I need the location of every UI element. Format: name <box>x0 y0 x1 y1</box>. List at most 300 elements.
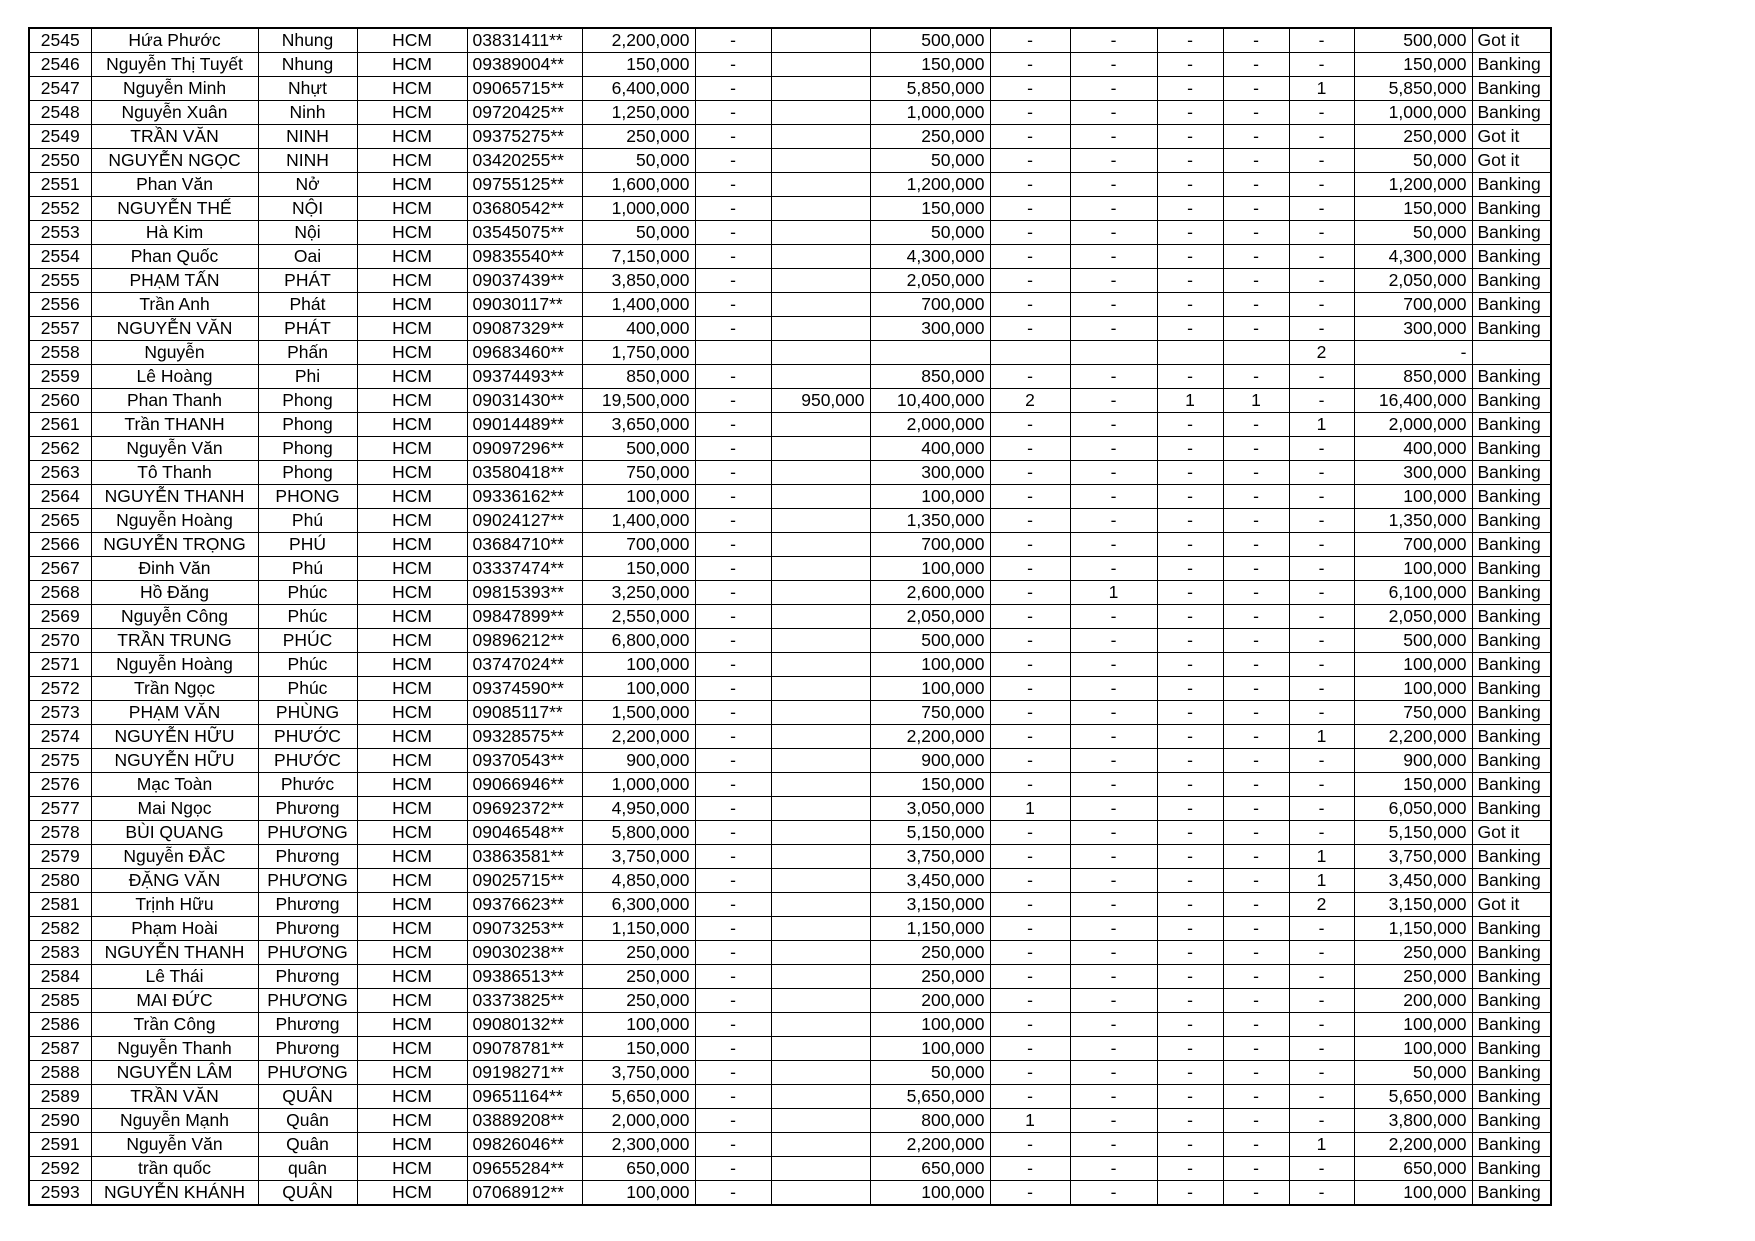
cell-amount: 3,750,000 <box>582 845 695 869</box>
cell-total: 5,150,000 <box>1354 821 1472 845</box>
data-table <box>28 27 1552 1206</box>
cell-col-g: - <box>695 485 771 509</box>
cell-count-3: - <box>1157 1013 1223 1037</box>
cell-total: 6,100,000 <box>1354 581 1472 605</box>
table-body <box>29 28 1551 1205</box>
cell-amount-2: 100,000 <box>870 485 990 509</box>
cell-first-name: TRẦN TRUNG <box>91 629 258 653</box>
cell-col-h <box>771 821 870 845</box>
cell-count-3 <box>1157 341 1223 365</box>
cell-count-3: - <box>1157 269 1223 293</box>
cell-count-4: - <box>1223 509 1289 533</box>
cell-amount: 100,000 <box>582 1181 695 1206</box>
cell-city: HCM <box>357 989 467 1013</box>
cell-amount-2: 1,000,000 <box>870 101 990 125</box>
cell-amount-2: 100,000 <box>870 557 990 581</box>
cell-amount-2: 150,000 <box>870 53 990 77</box>
cell-city: HCM <box>357 461 467 485</box>
cell-amount-2: 400,000 <box>870 437 990 461</box>
cell-col-g: - <box>695 437 771 461</box>
cell-total: 750,000 <box>1354 701 1472 725</box>
cell-count-1: 2 <box>990 389 1070 413</box>
cell-phone: 03680542** <box>467 197 582 221</box>
cell-city: HCM <box>357 893 467 917</box>
cell-amount-2: 100,000 <box>870 677 990 701</box>
cell-first-name: Phan Quốc <box>91 245 258 269</box>
cell-total: 100,000 <box>1354 653 1472 677</box>
cell-last-name: PHƯỚC <box>258 749 357 773</box>
cell-id: 2587 <box>29 1037 91 1061</box>
cell-count-5: 2 <box>1289 893 1354 917</box>
cell-count-1: - <box>990 365 1070 389</box>
cell-phone: 03545075** <box>467 221 582 245</box>
cell-count-3: - <box>1157 605 1223 629</box>
cell-count-2: - <box>1070 1085 1157 1109</box>
cell-amount-2: 500,000 <box>870 28 990 53</box>
cell-count-5: - <box>1289 533 1354 557</box>
cell-col-h <box>771 581 870 605</box>
cell-amount-2: 3,750,000 <box>870 845 990 869</box>
cell-count-5: - <box>1289 437 1354 461</box>
cell-method: Banking <box>1472 317 1551 341</box>
cell-method <box>1472 341 1551 365</box>
cell-col-h <box>771 557 870 581</box>
cell-count-5: 1 <box>1289 413 1354 437</box>
cell-total: 900,000 <box>1354 749 1472 773</box>
cell-amount-2: 2,600,000 <box>870 581 990 605</box>
table-row <box>29 941 1551 965</box>
cell-city: HCM <box>357 413 467 437</box>
cell-col-h <box>771 437 870 461</box>
cell-count-1: - <box>990 149 1070 173</box>
cell-count-1: - <box>990 485 1070 509</box>
cell-count-5: - <box>1289 1085 1354 1109</box>
cell-count-1: - <box>990 1061 1070 1085</box>
cell-count-4: - <box>1223 773 1289 797</box>
cell-count-5: - <box>1289 101 1354 125</box>
cell-count-3: - <box>1157 221 1223 245</box>
cell-col-h <box>771 413 870 437</box>
cell-count-2: - <box>1070 389 1157 413</box>
cell-count-5: - <box>1289 509 1354 533</box>
cell-phone: 09097296** <box>467 437 582 461</box>
cell-last-name: Phương <box>258 797 357 821</box>
cell-first-name: NGUYỄN THẾ <box>91 197 258 221</box>
cell-amount-2: 800,000 <box>870 1109 990 1133</box>
cell-col-g: - <box>695 101 771 125</box>
cell-count-3: - <box>1157 437 1223 461</box>
cell-id: 2592 <box>29 1157 91 1181</box>
cell-last-name: quân <box>258 1157 357 1181</box>
cell-id: 2573 <box>29 701 91 725</box>
cell-count-2: - <box>1070 509 1157 533</box>
cell-city: HCM <box>357 269 467 293</box>
cell-city: HCM <box>357 1013 467 1037</box>
cell-col-h <box>771 677 870 701</box>
cell-last-name: Phi <box>258 365 357 389</box>
cell-count-4: - <box>1223 749 1289 773</box>
cell-count-2: - <box>1070 917 1157 941</box>
cell-phone: 09046548** <box>467 821 582 845</box>
cell-method: Banking <box>1472 173 1551 197</box>
cell-amount: 3,650,000 <box>582 413 695 437</box>
cell-amount: 3,850,000 <box>582 269 695 293</box>
cell-first-name: Hồ Đăng <box>91 581 258 605</box>
cell-count-1: - <box>990 773 1070 797</box>
cell-col-h: 950,000 <box>771 389 870 413</box>
cell-count-1: - <box>990 461 1070 485</box>
cell-last-name: NINH <box>258 149 357 173</box>
cell-last-name: PHÙNG <box>258 701 357 725</box>
cell-count-4: - <box>1223 989 1289 1013</box>
cell-count-5: - <box>1289 941 1354 965</box>
cell-phone: 03420255** <box>467 149 582 173</box>
cell-last-name: NINH <box>258 125 357 149</box>
cell-last-name: Oai <box>258 245 357 269</box>
cell-count-5: - <box>1289 701 1354 725</box>
cell-method: Banking <box>1472 1181 1551 1206</box>
cell-count-2: - <box>1070 1157 1157 1181</box>
cell-amount-2: 500,000 <box>870 629 990 653</box>
cell-method: Got it <box>1472 28 1551 53</box>
cell-col-h <box>771 1085 870 1109</box>
cell-count-2: - <box>1070 28 1157 53</box>
cell-col-h <box>771 221 870 245</box>
cell-phone: 09692372** <box>467 797 582 821</box>
cell-count-3: - <box>1157 149 1223 173</box>
cell-count-3: - <box>1157 725 1223 749</box>
cell-amount-2: 5,650,000 <box>870 1085 990 1109</box>
cell-last-name: Phương <box>258 845 357 869</box>
cell-amount-2: 3,050,000 <box>870 797 990 821</box>
cell-total: 100,000 <box>1354 1037 1472 1061</box>
cell-count-3: - <box>1157 869 1223 893</box>
cell-count-5: 1 <box>1289 1133 1354 1157</box>
cell-count-3: - <box>1157 101 1223 125</box>
cell-amount: 1,400,000 <box>582 509 695 533</box>
cell-city: HCM <box>357 653 467 677</box>
cell-amount-2: 100,000 <box>870 1181 990 1206</box>
cell-method: Banking <box>1472 1109 1551 1133</box>
cell-id: 2593 <box>29 1181 91 1206</box>
cell-amount: 900,000 <box>582 749 695 773</box>
cell-count-3: - <box>1157 1085 1223 1109</box>
cell-amount: 6,400,000 <box>582 77 695 101</box>
cell-id: 2589 <box>29 1085 91 1109</box>
cell-method: Banking <box>1472 461 1551 485</box>
cell-amount: 1,750,000 <box>582 341 695 365</box>
cell-first-name: Lê Thái <box>91 965 258 989</box>
cell-method: Banking <box>1472 869 1551 893</box>
cell-first-name: Trần Ngọc <box>91 677 258 701</box>
cell-last-name: Phương <box>258 965 357 989</box>
table-row <box>29 389 1551 413</box>
cell-count-5: - <box>1289 917 1354 941</box>
cell-id: 2579 <box>29 845 91 869</box>
table-row <box>29 701 1551 725</box>
cell-count-3: - <box>1157 125 1223 149</box>
cell-first-name: Trịnh Hữu <box>91 893 258 917</box>
cell-count-4: - <box>1223 533 1289 557</box>
cell-city: HCM <box>357 509 467 533</box>
cell-first-name: NGUYỄN HỮU <box>91 749 258 773</box>
cell-count-4: - <box>1223 677 1289 701</box>
cell-count-1: - <box>990 413 1070 437</box>
cell-col-g: - <box>695 77 771 101</box>
cell-count-1: - <box>990 1181 1070 1206</box>
cell-col-h <box>771 1181 870 1206</box>
cell-count-5: - <box>1289 965 1354 989</box>
cell-city: HCM <box>357 749 467 773</box>
cell-col-h <box>771 341 870 365</box>
table-row <box>29 677 1551 701</box>
table-row <box>29 581 1551 605</box>
cell-amount: 100,000 <box>582 485 695 509</box>
cell-count-5: - <box>1289 197 1354 221</box>
cell-total: 3,750,000 <box>1354 845 1472 869</box>
cell-phone: 03337474** <box>467 557 582 581</box>
cell-count-3: - <box>1157 365 1223 389</box>
cell-count-5: - <box>1289 317 1354 341</box>
cell-id: 2575 <box>29 749 91 773</box>
cell-total: 100,000 <box>1354 677 1472 701</box>
cell-id: 2566 <box>29 533 91 557</box>
cell-total: 50,000 <box>1354 1061 1472 1085</box>
cell-count-5: - <box>1289 173 1354 197</box>
cell-phone: 09066946** <box>467 773 582 797</box>
cell-count-2: - <box>1070 149 1157 173</box>
cell-method: Banking <box>1472 485 1551 509</box>
cell-first-name: Nguyễn ĐẮC <box>91 845 258 869</box>
cell-count-3: - <box>1157 197 1223 221</box>
cell-method: Banking <box>1472 1013 1551 1037</box>
cell-count-1: 1 <box>990 1109 1070 1133</box>
cell-first-name: Trần THANH <box>91 413 258 437</box>
cell-col-g: - <box>695 245 771 269</box>
cell-total: 300,000 <box>1354 317 1472 341</box>
cell-phone: 09374493** <box>467 365 582 389</box>
table-row <box>29 197 1551 221</box>
cell-col-h <box>771 1157 870 1181</box>
cell-amount-2: 650,000 <box>870 1157 990 1181</box>
table-row <box>29 845 1551 869</box>
cell-amount: 50,000 <box>582 149 695 173</box>
cell-first-name: NGUYỄN KHÁNH <box>91 1181 258 1206</box>
cell-last-name: Nhung <box>258 28 357 53</box>
cell-phone: 03373825** <box>467 989 582 1013</box>
cell-total: 50,000 <box>1354 221 1472 245</box>
cell-count-3: - <box>1157 1157 1223 1181</box>
cell-amount: 5,650,000 <box>582 1085 695 1109</box>
cell-city: HCM <box>357 941 467 965</box>
cell-city: HCM <box>357 533 467 557</box>
cell-amount-2: 2,050,000 <box>870 605 990 629</box>
cell-first-name: TRẦN VĂN <box>91 125 258 149</box>
cell-id: 2555 <box>29 269 91 293</box>
cell-amount: 650,000 <box>582 1157 695 1181</box>
cell-phone: 09374590** <box>467 677 582 701</box>
cell-total: 650,000 <box>1354 1157 1472 1181</box>
cell-col-h <box>771 101 870 125</box>
cell-col-h <box>771 941 870 965</box>
cell-count-2: - <box>1070 1013 1157 1037</box>
cell-last-name: PHƯƠNG <box>258 869 357 893</box>
cell-phone: 09815393** <box>467 581 582 605</box>
cell-id: 2580 <box>29 869 91 893</box>
cell-col-g: - <box>695 749 771 773</box>
cell-col-h <box>771 1109 870 1133</box>
table-row <box>29 533 1551 557</box>
cell-city: HCM <box>357 101 467 125</box>
cell-method: Banking <box>1472 701 1551 725</box>
cell-city: HCM <box>357 53 467 77</box>
cell-col-h <box>771 77 870 101</box>
cell-last-name: Quân <box>258 1133 357 1157</box>
cell-amount-2: 10,400,000 <box>870 389 990 413</box>
cell-count-3: - <box>1157 1181 1223 1206</box>
cell-count-5: 1 <box>1289 869 1354 893</box>
cell-count-4: - <box>1223 1181 1289 1206</box>
cell-count-2: - <box>1070 845 1157 869</box>
cell-count-1: - <box>990 173 1070 197</box>
cell-col-h <box>771 173 870 197</box>
cell-count-5: - <box>1289 1013 1354 1037</box>
cell-count-4: - <box>1223 869 1289 893</box>
cell-count-2: - <box>1070 941 1157 965</box>
cell-amount-2: 50,000 <box>870 149 990 173</box>
cell-count-3: - <box>1157 677 1223 701</box>
cell-col-g: - <box>695 365 771 389</box>
cell-count-2: - <box>1070 1061 1157 1085</box>
cell-amount: 250,000 <box>582 989 695 1013</box>
cell-count-4: - <box>1223 725 1289 749</box>
cell-count-3: - <box>1157 653 1223 677</box>
cell-count-4: - <box>1223 293 1289 317</box>
cell-id: 2550 <box>29 149 91 173</box>
cell-count-4: - <box>1223 1157 1289 1181</box>
cell-count-3: - <box>1157 509 1223 533</box>
cell-phone: 09376623** <box>467 893 582 917</box>
cell-col-g: - <box>695 1013 771 1037</box>
cell-count-5: - <box>1289 28 1354 53</box>
cell-last-name: Nở <box>258 173 357 197</box>
cell-id: 2548 <box>29 101 91 125</box>
cell-amount: 2,550,000 <box>582 605 695 629</box>
cell-col-g: - <box>695 989 771 1013</box>
cell-amount: 2,300,000 <box>582 1133 695 1157</box>
cell-phone: 09389004** <box>467 53 582 77</box>
table-row <box>29 557 1551 581</box>
cell-count-1: - <box>990 605 1070 629</box>
cell-count-4: - <box>1223 629 1289 653</box>
cell-last-name: Phấn <box>258 341 357 365</box>
cell-method: Banking <box>1472 797 1551 821</box>
cell-count-5: - <box>1289 389 1354 413</box>
cell-col-g <box>695 341 771 365</box>
cell-amount: 4,850,000 <box>582 869 695 893</box>
cell-col-h <box>771 893 870 917</box>
cell-total: 400,000 <box>1354 437 1472 461</box>
table-row <box>29 1181 1551 1206</box>
cell-count-5: - <box>1289 269 1354 293</box>
cell-phone: 09065715** <box>467 77 582 101</box>
cell-amount: 1,000,000 <box>582 197 695 221</box>
cell-first-name: Nguyễn Thanh <box>91 1037 258 1061</box>
cell-first-name: Nguyễn Thị Tuyết <box>91 53 258 77</box>
cell-count-3: - <box>1157 965 1223 989</box>
cell-last-name: Phương <box>258 1037 357 1061</box>
cell-count-2: - <box>1070 1181 1157 1206</box>
cell-first-name: Lê Hoàng <box>91 365 258 389</box>
cell-method: Banking <box>1472 413 1551 437</box>
cell-id: 2571 <box>29 653 91 677</box>
table-row <box>29 461 1551 485</box>
cell-city: HCM <box>357 485 467 509</box>
cell-count-2: - <box>1070 989 1157 1013</box>
cell-col-h <box>771 53 870 77</box>
cell-method: Banking <box>1472 197 1551 221</box>
cell-first-name: Trần Công <box>91 1013 258 1037</box>
cell-amount-2: 50,000 <box>870 221 990 245</box>
cell-phone: 09651164** <box>467 1085 582 1109</box>
cell-amount: 100,000 <box>582 1013 695 1037</box>
cell-amount: 1,150,000 <box>582 917 695 941</box>
cell-city: HCM <box>357 701 467 725</box>
cell-city: HCM <box>357 917 467 941</box>
cell-col-g: - <box>695 389 771 413</box>
cell-city: HCM <box>357 1061 467 1085</box>
cell-count-2: - <box>1070 677 1157 701</box>
table-row <box>29 1133 1551 1157</box>
cell-count-5: - <box>1289 677 1354 701</box>
table-row <box>29 1037 1551 1061</box>
cell-count-1: - <box>990 749 1070 773</box>
cell-count-4: - <box>1223 365 1289 389</box>
cell-id: 2582 <box>29 917 91 941</box>
cell-count-2: - <box>1070 1037 1157 1061</box>
cell-total: 700,000 <box>1354 293 1472 317</box>
cell-city: HCM <box>357 605 467 629</box>
cell-count-3: - <box>1157 845 1223 869</box>
cell-count-5: - <box>1289 1181 1354 1206</box>
cell-count-2: - <box>1070 173 1157 197</box>
cell-method: Banking <box>1472 677 1551 701</box>
cell-method: Banking <box>1472 221 1551 245</box>
cell-last-name: Phước <box>258 773 357 797</box>
cell-count-1: - <box>990 1157 1070 1181</box>
cell-method: Banking <box>1472 437 1551 461</box>
cell-last-name: Ninh <box>258 101 357 125</box>
cell-method: Got it <box>1472 893 1551 917</box>
cell-total: 100,000 <box>1354 1181 1472 1206</box>
cell-amount-2: 250,000 <box>870 125 990 149</box>
cell-count-5: - <box>1289 581 1354 605</box>
cell-id: 2588 <box>29 1061 91 1085</box>
cell-method: Banking <box>1472 941 1551 965</box>
cell-count-1: - <box>990 893 1070 917</box>
cell-id: 2553 <box>29 221 91 245</box>
cell-count-1: - <box>990 845 1070 869</box>
cell-amount-2: 300,000 <box>870 317 990 341</box>
cell-last-name: PHƯƠNG <box>258 941 357 965</box>
cell-last-name: QUÂN <box>258 1181 357 1206</box>
cell-col-h <box>771 725 870 749</box>
cell-total: 2,200,000 <box>1354 1133 1472 1157</box>
cell-count-3: - <box>1157 893 1223 917</box>
table-row <box>29 1061 1551 1085</box>
cell-total: 50,000 <box>1354 149 1472 173</box>
cell-id: 2576 <box>29 773 91 797</box>
